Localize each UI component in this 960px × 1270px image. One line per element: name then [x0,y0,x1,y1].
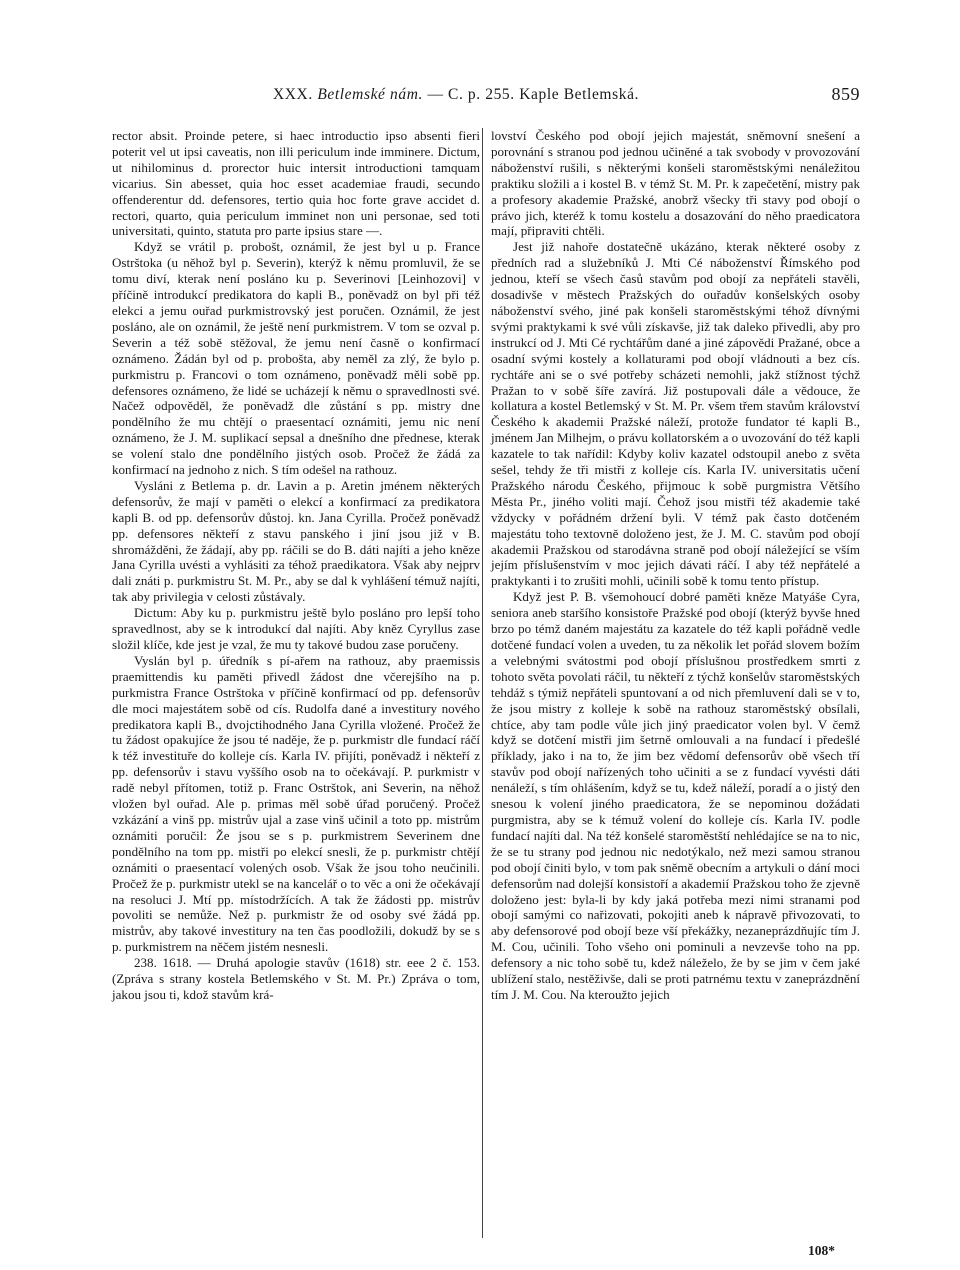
paragraph: Když jest P. B. všemohoucí dobré paměti kněze Matyáše Cyra, seniora aneb staršího konsistoře Pražské pod obojí (kterýž byvše hned brzo po témž daném majestátu za kazatele do též kapli pořádně vedle dotčené fundací volen a uveden, tu za několik let pořád slovem božím a velebnými svátostmi pod obojí příslušnou prostředkem smrti z tohoto světa povolati ráčil, tu někteří z týchž konšelův staroměstských tehdáž s týmiž nepřáteli spuntovaní a od nich přemluvení dali se v to, že jsou mistry z kolleje k sobě na rathouz staroměstský obsílali, chtíce, aby tam podle vůle jich jiný praedicator volen byl. V čemž když se dotčení mistři jim šetrně omlouvali a na fundací i předešlé příklady, jako i na to, že jim bez vědomí defensorův obě všech tří stavův pod obojí nařízených toho učiniti a se z fundací vyvésti dáti nenáleží, s tím ohlášením, když se tu, kdež náleží, poradí a o jistý den snesou k volení jiného praedicatora, že se nepominou dožádati purgmistra, aby se k témuž volení do kolleje cís. Karla IV. podle fundací najíti dal. Na též konšelé staroměstští nehlédajíce se na to nic, že se tu strany pod jednou nic nedotýkalo, než mezi samou stranou pod obojí činiti bylo, v tom pak sněmě obecním a artykuli o dání moci defensorům nad dolejší konsistoří a akademií Pražskou toho že zjevně doloženo jest: byla-li by kdy jaká potřeba mezi nimi stranami pod obojí samými co nařizovati, pokojiti aneb k nápravě přivozovati, to aby defensorové pod obojí beze vší překážky, nezaneprázdňujíc tím J. M. Cou, učinili. Toho všeho oni pominuli a nevzevše toho na pp. defensory a nic toho sobě tu, kdež náleželo, že by se jim v čem jaké ublížení stalo, nestěživše, dali se proti patrnému textu v zaneprázdnění tím J. M. Cou. Na kteroužto jejich [491,589,860,1002]
running-title [112,86,800,104]
paragraph: lovství Českého pod obojí jejich majestát, sněmovní snešení a porovnání s stranou pod jednou učiněné a tak svobody v provozování náboženství rušili, s některými konšeli staroměstskými nenáležitou praktiku složili a i kostel B. v témž St. M. Pr. k zapečetění, mistry pak a profesory akademie Pražské, anobrž všecky tři stavy pod obojí o právo jich, kteréž k tomu kostelu a dosazování do něho praedicatora mají, připraviti chtěli. [491,128,860,239]
right-column [491,128,860,1003]
paragraph: Vysláni z Betlema p. dr. Lavin a p. Aretin jménem některých defensorův, že mají v paměti o elekcí a konfirmací za predikatora kapli B. od pp. defensorův důstoj. kn. Jana Cyrilla. Pročež poněvadž pp. defensores někteří z stavu panského i jiní jsou již v B. shromážděni, že žádají, aby pp. ráčili se do B. dáti najíti a jeho kněze Jana Cyrilla uvésti a vyhlásiti za téhož praedikatora. Však aby nejprv dali znáti p. purkmistru St. M. Pr., aby se dal k vyhlášení témuž najíti, tak aby privilegia v celosti zůstávaly. [112,477,480,605]
page-number: 859 [831,84,860,104]
paragraph: Když se vrátil p. probošt, oznámil, že jest byl u p. France Ostrštoka (u něhož byl p. Severin), kterýž k němu promluvil, že se tomu diví, kterak není posláno ku p. Severinovi [Leinhozovi] v příčině introdukcí predikatora do kapli B., poněvadž on byl při též elekci a jemu ouřad purkmistrovský jest poručen. Oznámil, že jest posláno, ale on oznámil, že ještě není purkmistrem. V tom se ozval p. Severin a též sobě stěžoval, že jemu není časně o konfirmací oznámeno. Žádán byl od p. probošta, aby neměl za zlý, že bylo p. purkmistru p. Francovi o tom oznámeno, poněvadž měli sobě pp. defensores oznámeno, že lidé se ucházejí k němu o spravedlnosti své. Načež odpověděl, že poněvadž dle zůstání s pp. mistry dne pondělního že mu chtějí o praesentací oznámiti, jemu nic není oznámeno, že J. M. suplikací sepsal a dnešního dne přednese, kterak se volení stalo dne pondělního jistých osob. Pročež že žádá za konfirmací na jednoho z nich. S tím odešel na rathouz. [112,239,480,478]
running-title-italic: Betlemské nám. [317,86,423,103]
paragraph: Dictum: Aby ku p. purkmistru ještě bylo posláno pro lepší toho spravedlnost, aby se k introdukcí dal najíti. Aby kněz Cyryllus zase složil klíče, kde jest je vzal, že mu ty takové budou zase poručeny. [112,605,480,652]
paragraph: rector absit. Proinde petere, si haec introductio ipso absenti fieri poterit vel ut ipsi caveatis, non illi periculum inde imminere. Dictum, ut nihilominus d. prorector huic intersit introductioni tamquam vicarius. Sin abesset, quia hoc esset academiae fraudi, secundo offenderentur dd. defensores, tertio quia hoc forte grave accidet d. rectori, quarto, quia periculum imminet non uni personae, sed toti universitati, quinto, statuta pro parte ipsius stare —. [112,128,480,239]
paragraph: Vyslán byl p. úředník s pí-ařem na rathouz, aby praemissis praemittendis ku paměti přivedl žádost dne včerejšího na p. purkmistra France Ostrštoka v příčině konfirmací od pp. defensorův dle moci majestátem sobě od cís. Rudolfa dané a investitury nového predikatora kapli B., dvojctihodného Jana Cyrilla vložené. Pročež že tu žádost opakujíce že jsou té naděje, že p. purkmistr dle fundací ráčí k též investituře do kolleje cís. Karla IV. přijíti, poněvadž i někteří z pp. defensorův i stavu vyššího osob na to očekávají. P. purkmistr v radě nebyl přítomen, totiž p. Franc Ostrštok, ani Severin, na něhož vložen byl ouřad. Ale p. primas měl sobě úřad poručený. Pročež vzkázání a vinš pp. mistrův ujal a zase vinš učinil a toto pp. mistrům oznámiti poručil: Že jsou se s p. purkmistrem Severinem dne pondělního na tom pp. mistři po elekcí snesli, že p. purkmistr chtějí oznámiti o praesentací volených osob. Však že jsou toho neučinili. Pročež že p. purkmistr utekl se na kancelář o to věc a oni že očekávají na resoluci J. Mtí pp. místodržících. A tak že žádosti pp. mistrův povoliti se nemůže. Než p. purkmistr že od osoby své žádá pp. mistrův, aby takové investitury na ten čas poodložili, dokudž by se s p. purkmistrem na něčem jistém nesnesli. [112,652,480,955]
column-divider [482,128,483,1238]
left-column [112,128,480,1003]
page-header [112,86,860,110]
entry-paragraph: 238. 1618. — Druhá apologie stavův (1618) str. eee 2 č. 153. (Zpráva s strany kostela Betlemského v St. M. Pr.) Zpráva o tom, jakou jsou ti, kdož stavům krá- [112,955,480,1002]
running-title-prefix: XXX. [272,86,313,103]
paragraph: Jest již nahoře dostatečně ukázáno, kterak některé osoby z předních rad a služebníků J. Mti Cé náboženství Římského pod jednou, kteří se všech časů stavům pod obojí za nepřáteli stavěli, dosadivše v městech Pražských do ouřadův konšelských osoby náboženství svého, jiné pak konšeli staroměstskými téhož dívnými svými praktykami k své vůli získavše, již tak daleko přivedli, aby pro instrukcí od J. Mti Cé rychtářům dané a jiné zápovědi Pražané, obce a osadní svými kostely a kollaturami pod obojí vládnouti a bez cís. rychtáře ani se o své potřeby scházeti nemohli, jakž stížnost týchž Pražan to v sobě šíře zavírá. Již postupovali dále a vědouce, že kollatura a kostel Betlemský v St. M. Pr. všem třem stavům království Českého k akademii Pražské náleží, protože fundator té kapli B., jménem Jan Milhejm, o právu kollatorském a o uvozování do též kapli kazatele to tak nařídil: Kdyby koliv kazatel odstoupil anebo z světa sešel, tehdy že tři mistři z kolleje cís. Karla IV. universitatis učení Pražského národu Českého, přijmouc k sobě purgmistra Většího Města Pr., jiného voliti mají. Čehož jsou mistři též akademie také vždycky v pořádném držení byli. V témž pak často dotčeném majestátu toho textovně doloženo jest, že J. M. C. stavům pod obojí akademii Pražskou od starodávna straně pod obojí náležející se vším jejím příslušenstvím v moc jejich dávati ráčí. I aby též nepřátelé a praktykanti i to zrušiti mohli, učinili sobě k tomu tento přístup. [491,239,860,589]
signature-mark: 108* [808,1243,835,1258]
running-title-suffix: — C. p. 255. Kaple Betlemská. [427,86,640,103]
